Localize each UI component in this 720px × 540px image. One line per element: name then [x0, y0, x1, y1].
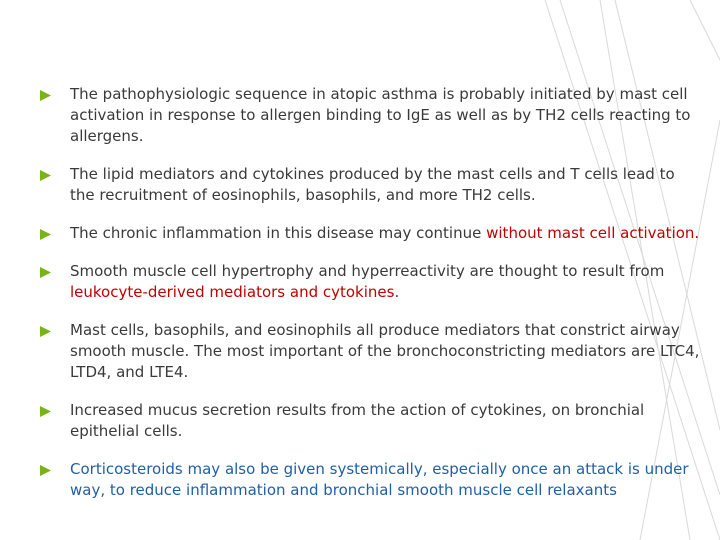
- green-triangle-bullet-icon: [40, 90, 51, 101]
- list-item: [40, 164, 700, 206]
- bullet-text: The pathophysiologic sequence in atopic asthma is probably initiated by mast cell activation in response to allergen binding to IgE as well as by TH2 cells reacting to allergens.: [70, 85, 691, 145]
- green-triangle-bullet-icon: [40, 267, 51, 278]
- list-item: [40, 84, 700, 147]
- list-item: [40, 261, 700, 303]
- green-triangle-bullet-icon: [40, 170, 51, 181]
- list-item: [40, 223, 700, 244]
- bullet-text: The chronic inflammation in this disease may continue: [70, 224, 487, 242]
- list-item: [40, 400, 700, 442]
- bullet-text-end: .: [394, 283, 400, 301]
- list-item: [40, 320, 700, 383]
- green-triangle-bullet-icon: [40, 229, 51, 240]
- bullet-text: Smooth muscle cell hypertrophy and hyperreactivity are thought to result from: [70, 262, 665, 280]
- green-triangle-bullet-icon: [40, 465, 51, 476]
- highlighted-text: Corticosteroids may also be given systemically, especially once an attack is under way, to reduce inflammation and bronchial smooth muscle cell relaxants: [70, 460, 689, 499]
- bullet-list: [40, 84, 700, 518]
- bullet-text: Mast cells, basophils, and eosinophils all produce mediators that constrict airway smooth muscle. The most important of the bronchoconstricting mediators are LTC4, LTD4, and LTE4.: [70, 321, 700, 381]
- list-item: [40, 459, 700, 501]
- bullet-text: The lipid mediators and cytokines produced by the mast cells and T cells lead to the recruitment of eosinophils, basophils, and more TH2 cells.: [70, 165, 675, 204]
- bullet-text: Increased mucus secretion results from the action of cytokines, on bronchial epithelial cells.: [70, 401, 645, 440]
- green-triangle-bullet-icon: [40, 326, 51, 337]
- green-triangle-bullet-icon: [40, 406, 51, 417]
- highlighted-text: without mast cell activation.: [486, 224, 700, 242]
- highlighted-text: leukocyte-derived mediators and cytokines: [70, 283, 395, 301]
